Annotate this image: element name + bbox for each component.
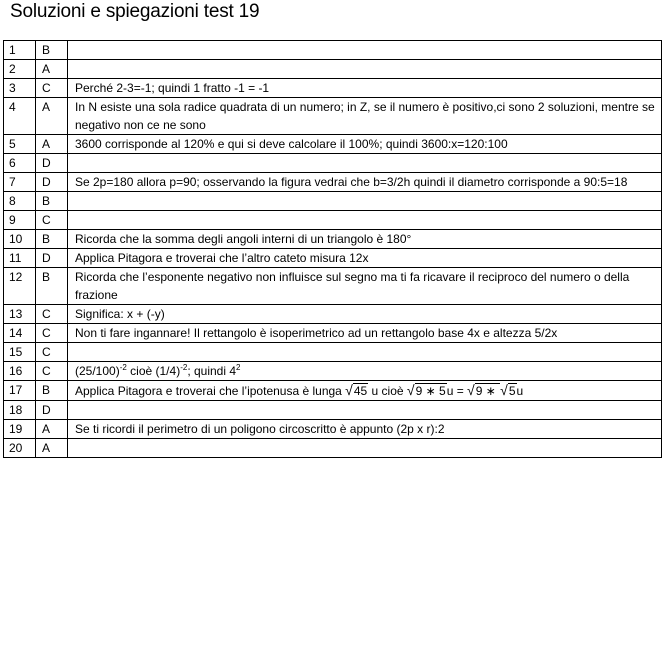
answer-letter: C <box>36 324 68 343</box>
question-number: 7 <box>4 173 36 192</box>
explanation: 3600 corrisponde al 120% e qui si deve calcolare il 100%; quindi 3600:x=120:100 <box>68 135 662 154</box>
answer-letter: A <box>36 60 68 79</box>
table-row <box>4 154 662 173</box>
question-number: 13 <box>4 305 36 324</box>
question-number: 3 <box>4 79 36 98</box>
question-number: 5 <box>4 135 36 154</box>
question-number: 8 <box>4 192 36 211</box>
answers-table <box>3 40 662 458</box>
explanation-text: u cioè <box>368 384 407 398</box>
answer-letter: D <box>36 249 68 268</box>
answer-letter: B <box>36 230 68 249</box>
answer-letter: B <box>36 192 68 211</box>
explanation <box>68 401 662 420</box>
explanation-text: u <box>516 384 524 398</box>
question-number: 9 <box>4 211 36 230</box>
exponent: 2 <box>236 363 241 372</box>
question-number: 2 <box>4 60 36 79</box>
square-root: √9 ∗ <box>467 382 500 398</box>
question-number: 14 <box>4 324 36 343</box>
table-row <box>4 305 662 324</box>
table-row <box>4 135 662 154</box>
answer-letter: D <box>36 401 68 420</box>
exponent: -2 <box>180 363 188 372</box>
answer-letter: A <box>36 135 68 154</box>
answer-letter: C <box>36 343 68 362</box>
table-row <box>4 173 662 192</box>
table-row <box>4 98 662 135</box>
table-row <box>4 268 662 305</box>
explanation: Significa: x + (-y) <box>68 305 662 324</box>
explanation-text: ; quindi 4 <box>187 364 237 378</box>
question-number: 1 <box>4 41 36 60</box>
answer-letter: B <box>36 268 68 305</box>
explanation: Applica Pitagora e troverai che l’altro cateto misura 12x <box>68 249 662 268</box>
explanation <box>68 60 662 79</box>
explanation-text: u = <box>446 384 468 398</box>
explanation <box>68 192 662 211</box>
explanation <box>68 362 662 381</box>
radicand: 5 <box>508 384 516 398</box>
explanation: Ricorda che l’esponente negativo non influisce sul segno ma ti fa ricavare il reciproco del numero o della frazione <box>68 268 662 305</box>
explanation-text: (25/100) <box>75 364 120 378</box>
question-number: 20 <box>4 439 36 458</box>
table-row <box>4 324 662 343</box>
answer-letter: C <box>36 211 68 230</box>
question-number: 10 <box>4 230 36 249</box>
question-number: 4 <box>4 98 36 135</box>
question-number: 18 <box>4 401 36 420</box>
answer-letter: D <box>36 173 68 192</box>
explanation <box>68 439 662 458</box>
answer-letter: B <box>36 41 68 60</box>
question-number: 16 <box>4 362 36 381</box>
answer-letter: C <box>36 305 68 324</box>
answer-letter: B <box>36 381 68 401</box>
explanation <box>68 41 662 60</box>
question-number: 19 <box>4 420 36 439</box>
table-row <box>4 192 662 211</box>
explanation: Se 2p=180 allora p=90; osservando la figura vedrai che b=3/2h quindi il diametro corrisponde a 90:5=18 <box>68 173 662 192</box>
table-row <box>4 211 662 230</box>
answer-letter: A <box>36 98 68 135</box>
explanation: Non ti fare ingannare! Il rettangolo è isoperimetrico ad un rettangolo base 4x e altezza 5/2x <box>68 324 662 343</box>
explanation: Perché 2-3=-1; quindi 1 fratto -1 = -1 <box>68 79 662 98</box>
question-number: 11 <box>4 249 36 268</box>
question-number: 6 <box>4 154 36 173</box>
table-row <box>4 230 662 249</box>
answer-letter: D <box>36 154 68 173</box>
table-row <box>4 249 662 268</box>
explanation: Ricorda che la somma degli angoli interni di un triangolo è 180° <box>68 230 662 249</box>
explanation-text: Applica Pitagora e troverai che l’ipotenusa è lunga <box>75 384 346 398</box>
radicand: 9 ∗ <box>475 384 500 398</box>
explanation <box>68 381 662 401</box>
answer-letter: A <box>36 439 68 458</box>
explanation <box>68 211 662 230</box>
question-number: 12 <box>4 268 36 305</box>
table-row <box>4 60 662 79</box>
exponent: -2 <box>119 363 127 372</box>
table-row <box>4 401 662 420</box>
explanation <box>68 343 662 362</box>
answer-letter: C <box>36 362 68 381</box>
square-root: √45 <box>345 382 368 398</box>
table-row <box>4 420 662 439</box>
question-number: 17 <box>4 381 36 401</box>
explanation: Se ti ricordi il perimetro di un poligono circoscritto è appunto (2p x r):2 <box>68 420 662 439</box>
explanation-text: cioè (1/4) <box>126 364 181 378</box>
question-number: 15 <box>4 343 36 362</box>
table-row <box>4 439 662 458</box>
page-title: Soluzioni e spiegazioni test 19 <box>10 1 260 22</box>
table-row <box>4 381 662 401</box>
radicand: 45 <box>353 384 368 398</box>
square-root: √9 ∗ 5 <box>406 382 446 398</box>
explanation <box>68 154 662 173</box>
square-root: √5 <box>500 382 516 398</box>
table-row <box>4 343 662 362</box>
explanation: In N esiste una sola radice quadrata di un numero; in Z, se il numero è positivo,ci sono 2 soluzioni, mentre se negativo non ce ne sono <box>68 98 662 135</box>
radicand: 9 ∗ 5 <box>415 384 446 398</box>
table-row <box>4 79 662 98</box>
table-row <box>4 362 662 381</box>
table-row <box>4 41 662 60</box>
answer-letter: C <box>36 79 68 98</box>
answer-letter: A <box>36 420 68 439</box>
